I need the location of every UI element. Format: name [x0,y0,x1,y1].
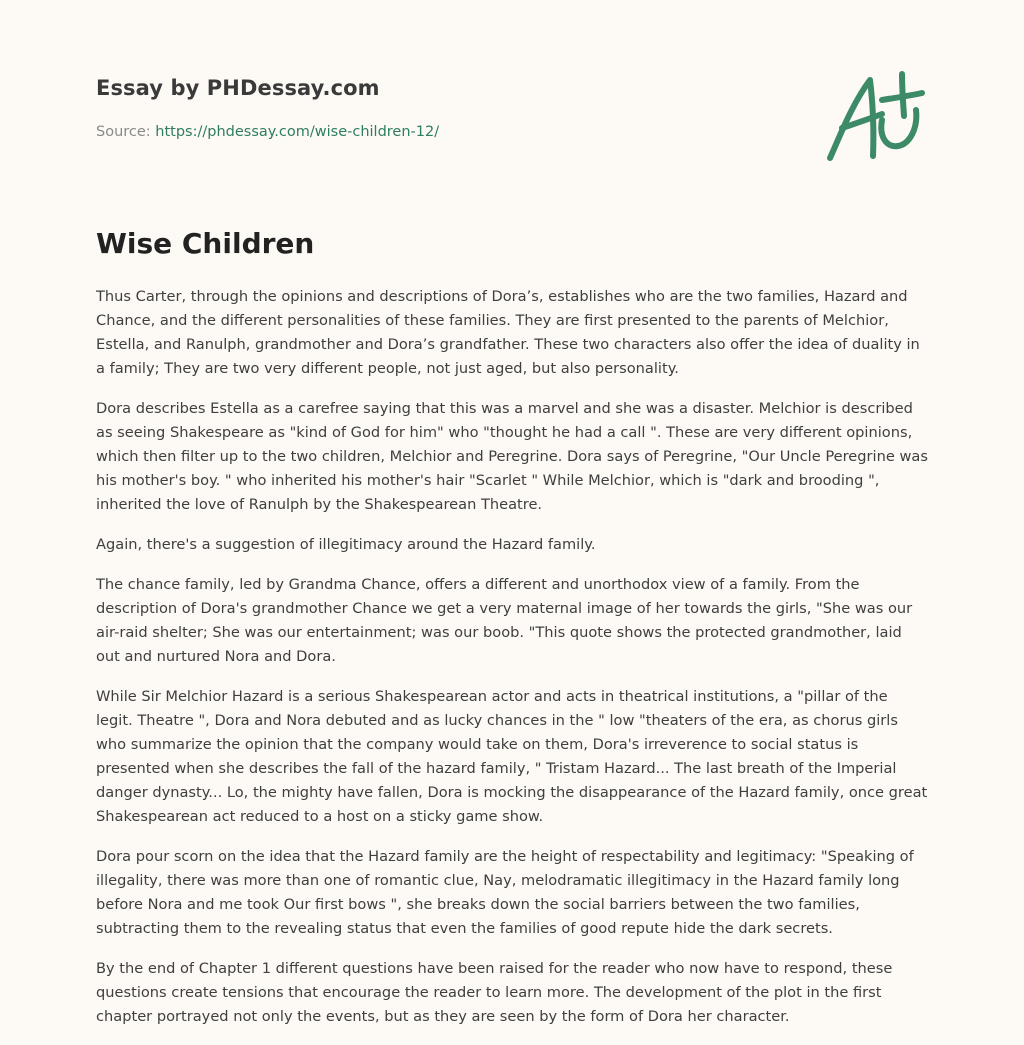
essay-paragraph: Dora describes Estella as a carefree saying that this was a marvel and she was a disaster. Melchior is described as seeing Shakespeare as "kind of God for him" who "thought he had a call ". These are very different opinions, which then filter up to the two children, Melchior and Peregrine. Dora says of Peregrine, "Our Uncle Peregrine was his mother's boy. " who inherited his mother's hair "Scarlet " While Melchior, which is "dark and brooding ", inherited the love of Ranulph by the Shakespearean Theatre. [96,400,928,513]
page-header [96,0,928,200]
essay-paragraph: While Sir Melchior Hazard is a serious Shakespearean actor and acts in theatrical institutions, a "pillar of the legit. Theatre ", Dora and Nora debuted and as lucky chances in the " low "theaters of the era, as chorus girls who summarize the opinion that the company would take on them, Dora's irreverence to social status is presented when she describes the fall of the hazard family, " Tristam Hazard... The last breath of the Imperial danger dynasty... Lo, the mighty have fallen, Dora is mocking the disappearance of the Hazard family, once great Shakespearean act reduced to a host on a sticky game show. [96,688,928,825]
site-title: Essay by PHDessay.com [96,76,380,100]
essay-paragraph: Dora pour scorn on the idea that the Hazard family are the height of respectability and legitimacy: "Speaking of illegality, there was more than one of romantic clue, Nay, melodramatic illegitimacy in the Hazard family long before Nora and me took Our first bows ", she breaks down the social barriers between the two families, subtracting them to the revealing status that even the families of good repute hide the dark secrets. [96,848,914,937]
essay-body [96,285,928,1045]
essay-page [96,0,928,1025]
a-plus-logo-icon [824,66,928,166]
source-label: Source: [96,124,156,140]
essay-paragraph: Thus Carter, through the opinions and descriptions of Dora’s, establishes who are the two families, Hazard and Chance, and the different personalities of these families. They are first presented to the parents of Melchior, Estella, and Ranulph, grandmother and Dora’s grandfather. These two characters also offer the idea of duality in a family; They are two very different people, not just aged, but also personality. [96,288,920,377]
essay-title: Wise Children [96,227,315,260]
source-link[interactable]: https://phdessay.com/wise-children-12/ [155,124,440,140]
essay-paragraph: Again, there's a suggestion of illegitimacy around the Hazard family. [96,536,596,553]
source-line [96,124,439,140]
essay-paragraph: By the end of Chapter 1 different questions have been raised for the reader who now have to respond, these questions create tensions that encourage the reader to learn more. The development of the plot in the first chapter portrayed not only the events, but as they are seen by the form of Dora her character. [96,960,893,1025]
essay-paragraph: The chance family, led by Grandma Chance, offers a different and unorthodox view of a family. From the description of Dora's grandmother Chance we get a very maternal image of her towards the girls, "She was our air-raid shelter; She was our entertainment; was our boob. "This quote shows the protected grandmother, laid out and nurtured Nora and Dora. [96,576,913,665]
